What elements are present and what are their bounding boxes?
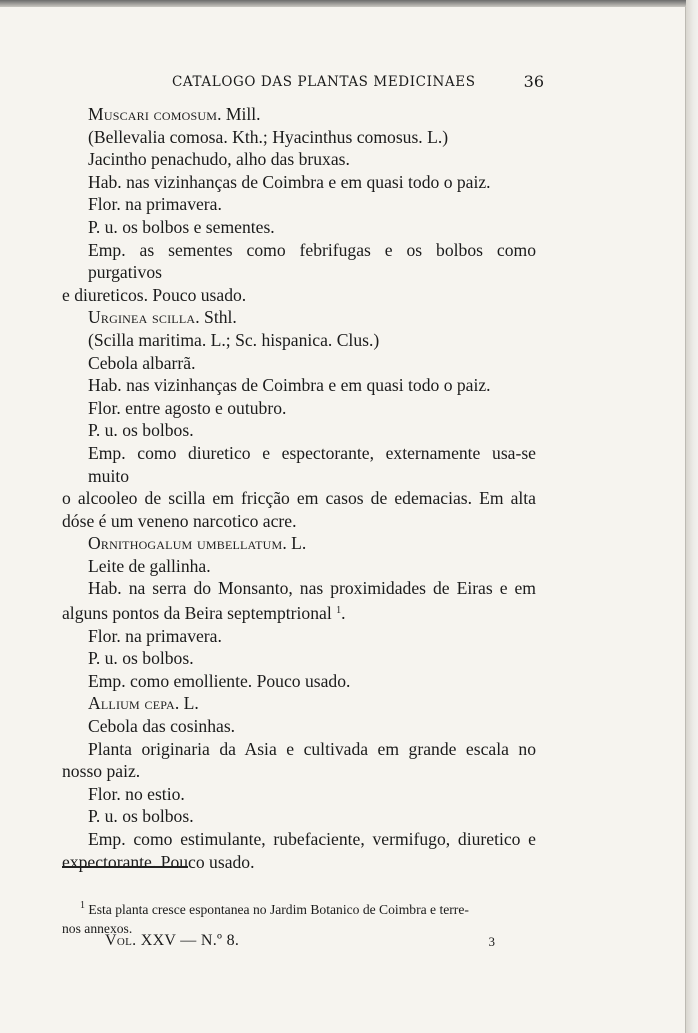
parts-used-line: P. u. os bolbos. [88,806,194,827]
species-heading: Muscari comosum. Mill. [88,104,261,124]
usage-line: Emp. como estimulante, rubefaciente, vermifugo, diuretico e [88,829,536,849]
usage-line: Emp. como diuretico e espectorante, externamente usa-se muito [88,442,536,486]
habitat-line: alguns pontos da Beira septemptrional $^1$. [62,603,346,624]
page-edge [686,0,698,1033]
habitat-line: Hab. nas vizinhanças de Coimbra e em quasi todo o paiz. [88,375,491,396]
page-number: 36 [523,72,544,91]
footnote-reference: 1 [336,605,342,617]
species-heading: Urginea scilla. Sthl. [88,307,237,328]
origin-line: nosso paiz. [62,761,141,782]
footnote-mark: 1 [80,900,85,911]
usage-line: Emp. como emolliente. Pouco usado. [88,670,351,691]
footnote-line: $^1$ Esta planta cresce espontanea no Jardim Botanico de Coimbra e terre- [80,900,469,917]
volume-number: Vol. XXV — N.º 8. [105,932,240,949]
catalogue-text [62,103,536,873]
habitat-line: Hab. na serra do Monsanto, nas proximidades de Eiras e em [88,578,536,599]
common-name-line: Cebola albarrã. [88,352,196,373]
parts-used-line: P. u. os bolbos e sementes. [88,216,275,237]
species-heading: Allium cepa. L. [88,693,199,714]
common-name-line: Leite de gallinha. [88,555,211,576]
common-name-line: Cebola das cosinhas. [88,716,236,737]
running-title: CATALOGO DAS PLANTAS MEDICINAES [172,74,476,90]
usage-line: dóse é um veneno narcotico acre. [62,510,297,531]
page-top-shadow [0,0,686,7]
flowering-line: Flor. na primavera. [88,625,222,646]
synonyms-line: (Bellevalia comosa. Kth.; Hyacinthus comosus. L.) [88,126,449,147]
sheet-signature: 3 [488,934,495,949]
usage-line: e diureticos. Pouco usado. [62,284,247,305]
habitat-line: Hab. nas vizinhanças de Coimbra e em quasi todo o paiz. [88,171,491,192]
species-heading: Ornithogalum umbellatum. L. [88,533,307,554]
footnote-line: nos annexos. [62,921,133,936]
parts-used-line: P. u. os bolbos. [88,648,194,669]
common-name-line: Jacintho penachudo, alho das bruxas. [88,149,350,170]
footnote-rule [62,866,188,868]
usage-line: o alcooleo de scilla em fricção em casos de edemacias. Em alta [62,488,536,509]
flowering-line: Flor. na primavera. [88,194,222,215]
usage-line: expectorante. Pouco usado. [62,851,255,872]
synonyms-line: (Scilla maritima. L.; Sc. hispanica. Clus.) [88,329,380,350]
flowering-line: Flor. entre agosto e outubro. [88,397,287,418]
parts-used-line: P. u. os bolbos. [88,420,194,441]
flowering-line: Flor. no estio. [88,783,185,804]
usage-line: Emp. as sementes como febrifugas e os bolbos como purgativos [88,239,536,283]
origin-line: Planta originaria da Asia e cultivada em grande escala no [88,738,536,759]
